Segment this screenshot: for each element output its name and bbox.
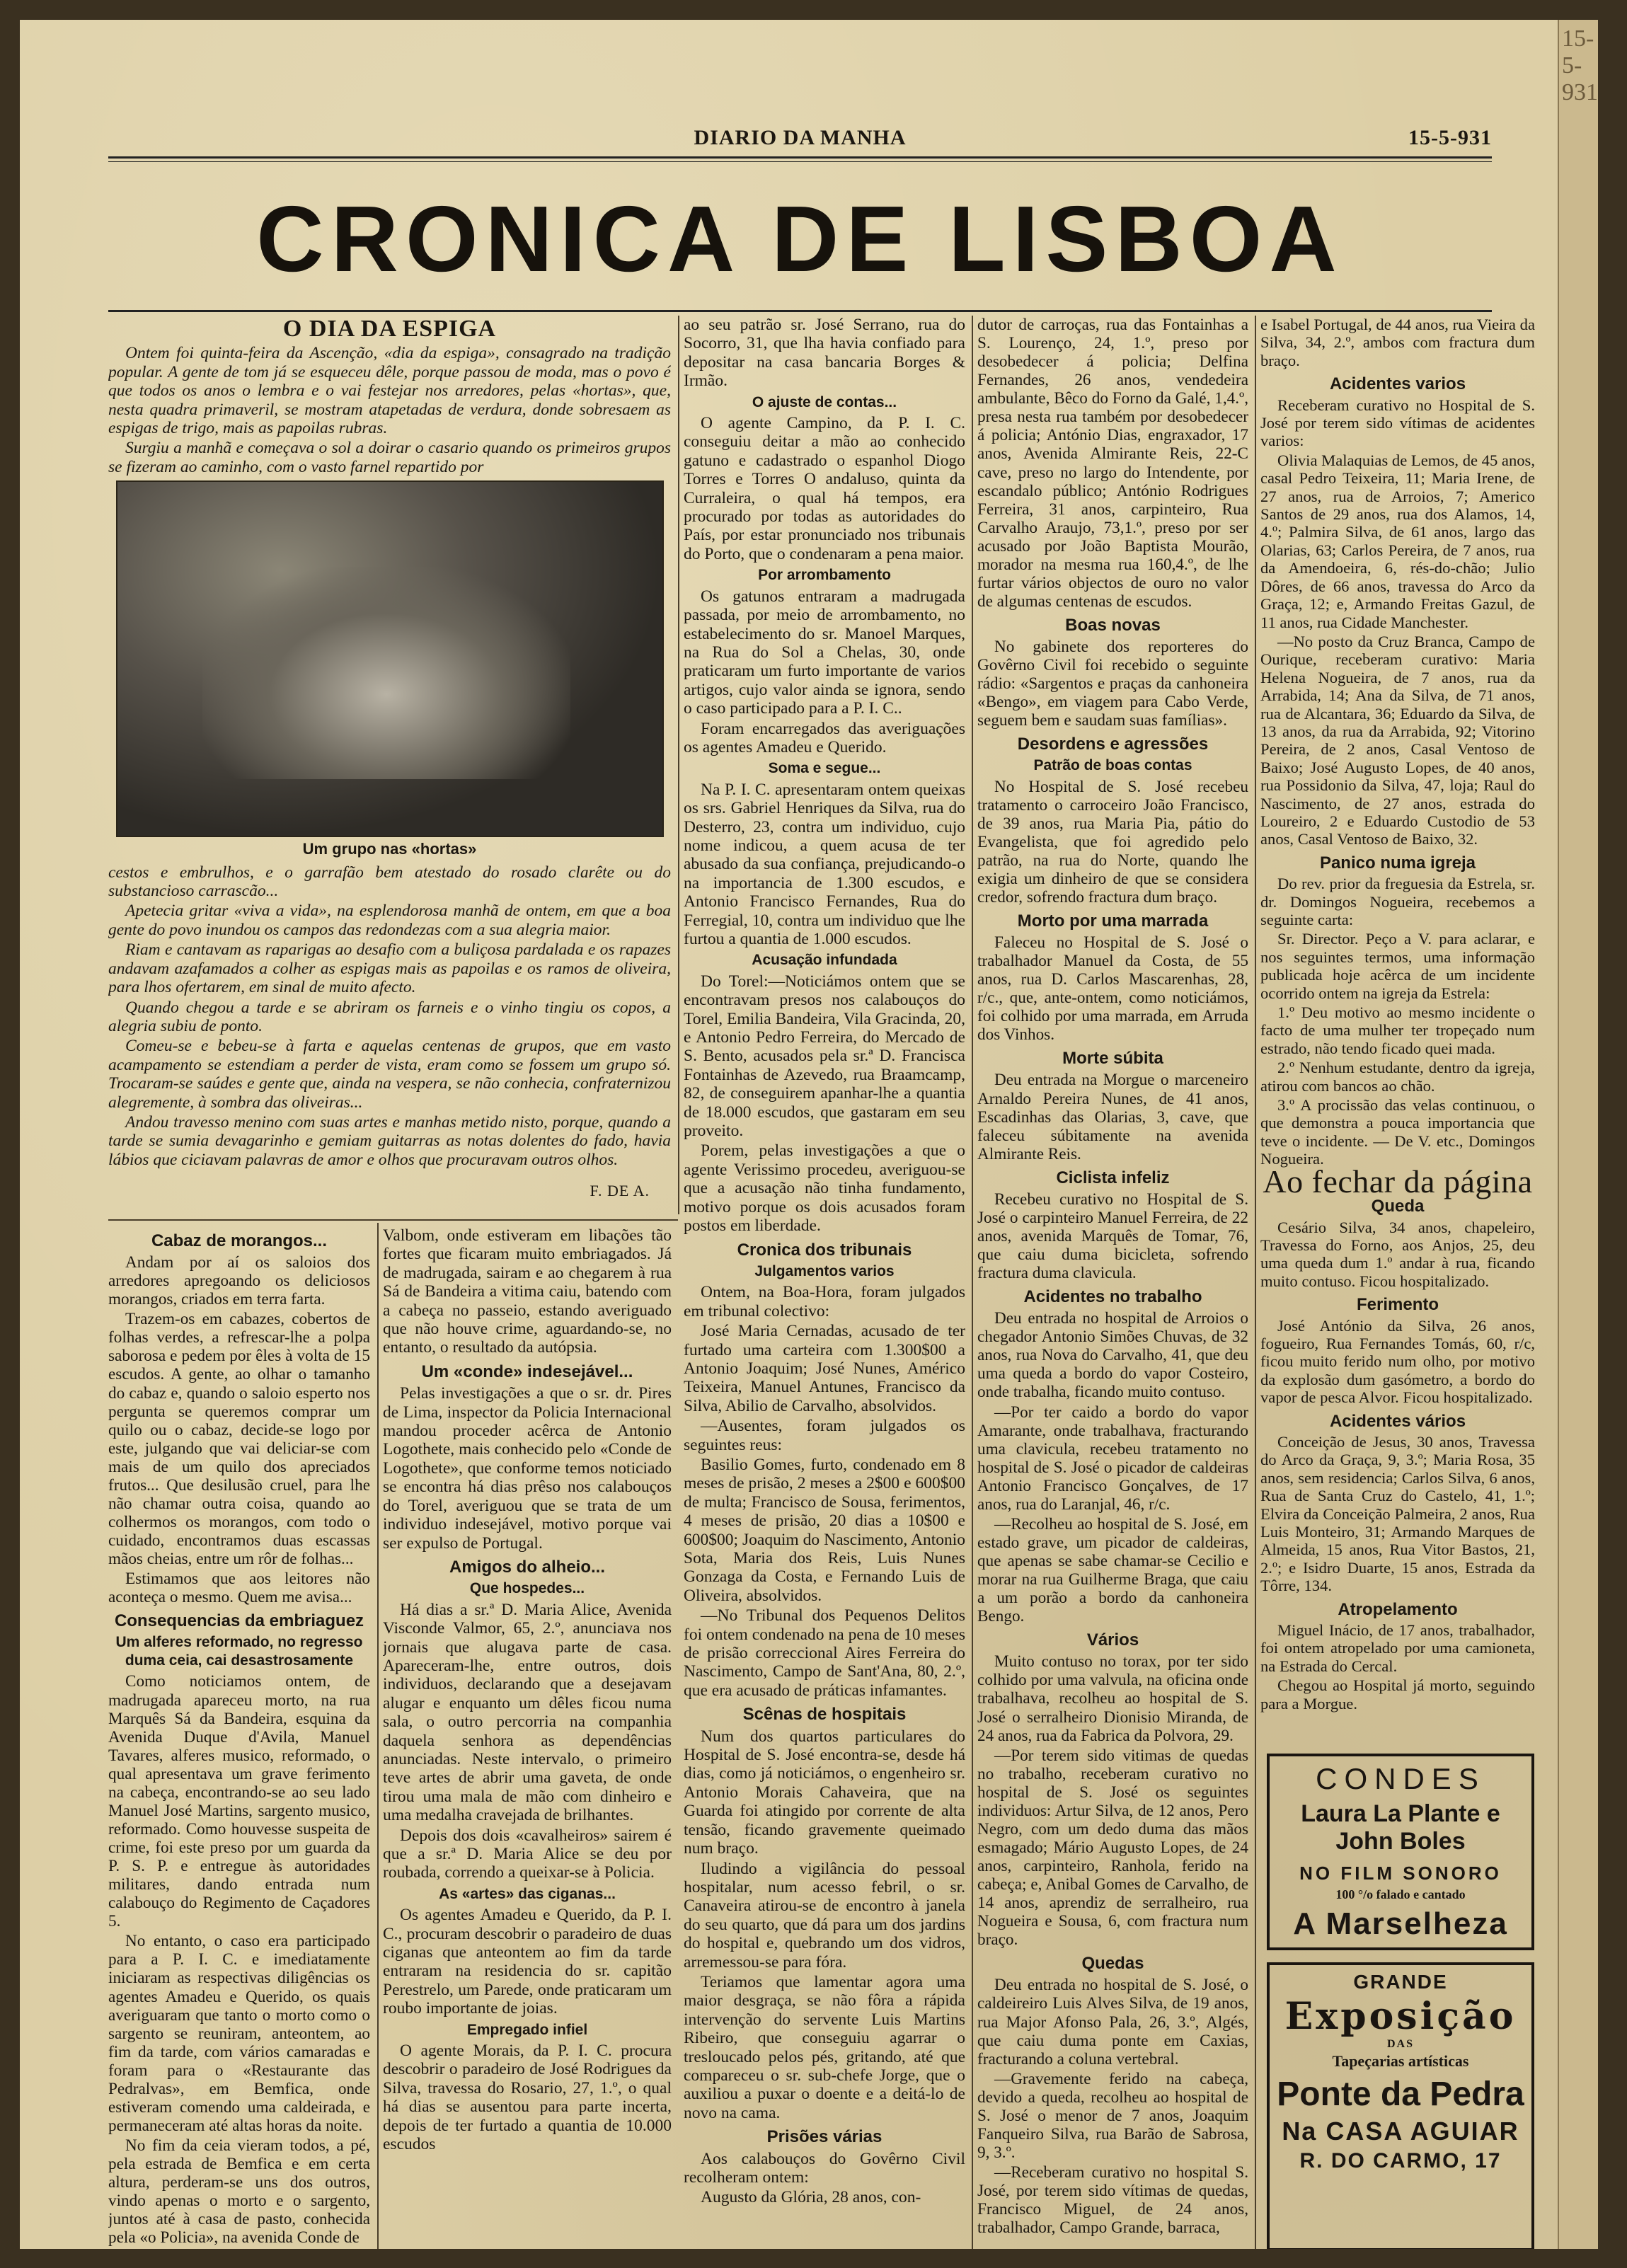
photo-figures <box>202 567 570 779</box>
paragraph: e Isabel Portugal, de 44 anos, rua Vieira da Silva, 34, 2.º, ambos com fractura dum braço. <box>1260 316 1535 369</box>
paragraph: No fim da ceia vieram todos, a pé, pela estrada de Bemfica e em certa altura, perderam-se uns dos outros, vindo apenas o morto e o sargento, juntos até à casa de pasto, conhecida pela «o Policia», na avenida Conde de <box>108 2136 370 2247</box>
paragraph: Comeu-se e bebeu-se à farta e aquelas centenas de grupos, que em vasto acampamento se estendiam a perder de vista, eram como se fossem um grupo só. Trocaram-se saúdes e gente que, ainda na vespera, se não conhecia, confraternizou alegremente, à sombra das oliveiras... <box>108 1037 671 1112</box>
column-divider <box>377 1223 379 2249</box>
paragraph: Miguel Inácio, de 17 anos, trabalhador, foi ontem atropelado por uma camioneta, na Estrada do Cercal. <box>1260 1621 1535 1675</box>
headline-conde: Um «conde» indesejável... <box>421 1362 633 1381</box>
column-e <box>1260 316 1535 1738</box>
column-d <box>977 316 1248 2249</box>
paragraph: Deu entrada no hospital de Arroios o chegador Antonio Simões Chuvas, de 32 anos, rua Nova do Carvalho, 41, que deu uma queda a bordo do vapor Costeiro, onde trabalha, ficando muito contuso. <box>977 1309 1248 1402</box>
paragraph: Quando chegou a tarde e se abriram os farneis e o vinho tingiu os copos, a alegria subiu de ponto. <box>108 998 671 1035</box>
headline-hospitais: Scênas de hospitais <box>742 1705 907 1725</box>
subheadline: Empregado infiel <box>466 2021 588 2038</box>
paragraph: José António da Silva, 26 anos, fogueiro, Rua Fernandes Tomás, 60, r/c, ficou muito ferido num olho, por motivo da explosão dum gasómetro, a bordo do vapor de pesca Alvor. Ficou hospitalizado. <box>1260 1316 1535 1407</box>
subheadline: O ajuste de contas... <box>752 393 897 410</box>
ad-line: R. DO CARMO, 17 <box>1299 2149 1502 2172</box>
headline-morte-subita: Morte súbita <box>1062 1049 1163 1069</box>
section-heading-fechar: Ao fechar da página <box>1263 1163 1533 1199</box>
paragraph: Muito contuso no torax, por ter sido colhido por uma valvula, na oficina onde trabalhava, recolheu ao hospital de S. José o serralheiro Dionisio Miranda, de 24 anos, rua da Fabrica da Polvora, 29. <box>977 1652 1248 1745</box>
paragraph: José Maria Cernadas, acusado de ter furtado uma carteira com 1.300$00 a Antonio Joaquim; José Nunes, Américo Teixeira, Manuel Antunes, Francisco da Silva, Abilio de Carvalho, absolvidos. <box>684 1322 965 1415</box>
paragraph: Olivia Malaquias de Lemos, de 45 anos, casal Pedro Teixeira, 11; Maria Irene, de 27 anos, rua de Arroios, 7; Americo Santos de 29 anos, rua dos Alamos, 14, 4.º; Palmira Silva, de 61 anos, largo das Olarias, 63; Carlos Pereira, de 7 anos, rua da Amendoeira, 6, rés-do-chão; Julio Dôres, de 66 anos, travessa do Arco da Graça, 12; e, Armando Freitas Gazul, de 11 anos, rua Cidade Manchester. <box>1260 451 1535 631</box>
subheadline: Soma e segue... <box>768 760 881 777</box>
headline-tribunais: Cronica dos tribunais <box>737 1240 912 1260</box>
edge-date: 15-5-931 <box>1562 25 1598 105</box>
headline-prisoes: Prisões várias <box>766 2127 883 2147</box>
paragraph: Cesário Silva, 34 anos, chapeleiro, Travessa do Forno, aos Anjos, 25, deu uma queda dum 1.º andar à rua, ficando muito contuso. Ficou hospitalizado. <box>1260 1218 1535 1290</box>
ad-line: Na CASA AGUIAR <box>1282 2117 1519 2146</box>
headline-quedas: Quedas <box>1081 1954 1144 1974</box>
paragraph: Como noticiamos ontem, de madrugada apareceu morto, na rua Marquês Sá da Bandeira, esquina da Avenida Duque d'Avila, Manuel Tavares, alferes musico, reformado, o qual apresentava um grave ferimento na cabeça, encontrando-se ao seu lado Manuel José Martins, sargento musico, reformado. Como houvesse suspeita de crime, foi este preso por um guarda da P. S. P. e entregue às autoridades militares, dando entrada num calabouço do Regimento de Caçadores 5. <box>108 1672 370 1931</box>
paragraph: Do Torel:—Noticiámos ontem que se encontravam presos nos calabouços do Torel, Emilia Bandeira, Vila Gracinda, 20, e Antonio Pedro Ferreira, do Mercado de S. Bento, acusados pela sr.ª D. Francisca Fontainhas de Azevedo, rua Braamcamp, 82, de conseguirem apanhar-lhe a quantia de 18.000 escudos, que gastaram em seu proveito. <box>684 972 965 1141</box>
paragraph: Pelas investigações a que o sr. dr. Pires de Lima, inspector da Policia Internacional mandou proceder acêrca de Antonio Logothete, mais conhecido pelo «Conde de Logothete», que conforme temos noticiado se encontra há dias prêso nos calabouços do Torel, averiguou que se trata de um individuo indesejável, motivo porque vai ser expulso de Portugal. <box>383 1384 672 1553</box>
paragraph: —Gravemente ferido na cabeça, devido a queda, recolheu ao hospital de S. José o menor de 7 anos, Joaquim Fanqueiro Silva, rua Barão de Sabrosa, 9, 3.º. <box>977 2069 1248 2162</box>
paragraph: Estimamos que aos leitores não aconteça o mesmo. Quem me avisa... <box>108 1570 370 1607</box>
column-divider <box>1255 316 1256 2249</box>
title-rule <box>108 310 1492 312</box>
subheadline: Acusação infundada <box>752 952 897 969</box>
paragraph: Na P. I. C. apresentaram ontem queixas os srs. Gabriel Henriques da Silva, rua do Desterro, 23, contra um individuo, cujo nome indicou, a quem acusa de ter abusado da sua confiança, prejudicando-o na importancia de 1.300 escudos, e Antonio Francisco Fernandes, Rua do Ferregial, 10, contra um individuo que lhe furtou a quantia de 1.000 escudos. <box>684 780 965 948</box>
headline-acidentes-varios-2: Acidentes vários <box>1329 1411 1466 1431</box>
column-divider <box>972 316 973 2249</box>
article-title: O DIA DA ESPIGA <box>282 316 497 342</box>
headline-varios: Vários <box>1086 1630 1139 1650</box>
paragraph: Porem, pelas investigações a que o agente Verissimo procedeu, averiguou-se que a acusação não tinha fundamento, motivo porque os dois acusados foram postos em liberdade. <box>684 1141 965 1236</box>
paragraph: —Por ter caido a bordo do vapor Amarante, onde trabalhava, fracturando uma clavicula, recebeu tratamento no hospital de S. José o picador de caldeiras Antonio Francisco Gonçalves, de 17 anos, rua do Laranjal, 46, r/c. <box>977 1403 1248 1514</box>
paragraph: Do rev. prior da freguesia da Estrela, sr. dr. Domingos Nogueira, recebemos a seguinte carta: <box>1260 875 1535 928</box>
subheadline: Um alferes reformado, no regresso duma ceia, cai desastrosamente <box>115 1634 363 1669</box>
paragraph: dutor de carroças, rua das Fontainhas a S. Lourenço, 24, 1.º, preso por desobedecer á policia; Delfina Fernandes, 26 anos, vendedeira ambulante, Bêco do Forno da Galé, 1,4.º, presa nesta rua também por desobedecer á policia; António Dias, engraxador, 17 anos, Avenida Almirante Reis, 22-C cave, preso no largo do Intendente, por escandalo público; António Rodrigues Ferreira, 31 anos, carpinteiro, Rua Carvalho Araujo, 73,1.º, preso por ser acusado por João Baptista Mourão, morador na mesma rua 160,4.º, de lhe furtar vários objectos de ouro no valor de algumas centenas de escudos. <box>977 316 1248 611</box>
paragraph: No entanto, o caso era participado para a P. I. C. e imediatamente iniciaram as respectivas diligências os agentes Amadeu e Querido, os quais averiguaram que tanto o morto como o sargento se reuniram, anteontem, ao fim da tarde, com vários camaradas e foram para o «Restaurante das Pedralvas», em Bemfica, onde estiveram comendo uma caldeirada, e permaneceram até altas horas da noite. <box>108 1932 370 2135</box>
paragraph: —Ausentes, foram julgados os seguintes reus: <box>684 1417 965 1454</box>
column-b <box>383 1226 672 2249</box>
paragraph: 3.º A procissão das velas continuou, o que demonstra a pouca importancia que teve o incidente. — De V. etc., Domingos Nogueira. <box>1260 1096 1535 1168</box>
paragraph: Andam por aí os saloios dos arredores apregoando os deliciosos morangos, criados em terra farta. <box>108 1253 370 1309</box>
paragraph: Conceição de Jesus, 30 anos, Travessa do Arco da Graça, 9, 3.º; Maria Rosa, 35 anos, sem residencia; Carlos Silva, 6 anos, Rua de Santa Cruz do Castelo, 41, 1.º; Elvira da Conceição Palmeira, 2 anos, Rua Luis Monteiro, 31; Armando Marques de Almeida, 15 anos, Rua Vitor Bastos, 21, 2.º; e Isidro Duarte, 15 anos, Estrada da Tôrre, 134. <box>1260 1432 1535 1595</box>
paragraph: —Por terem sido vitimas de quedas no trabalho, receberam curativo no hospital de S. José os seguintes individuos: Artur Silva, de 12 anos, Pero Negro, com um dedo duma das mãos esmagado; Mário Augusto Lopes, de 24 anos, carpinteiro, Ranhola, ferido na cabeça; e, Anibal Gomes de Carvalho, de 14 anos, aprendiz de serralheiro, rua Nogueira e Sousa, 6, com fractura num braço. <box>977 1746 1248 1950</box>
paragraph: cestos e embrulhos, e o garrafão bem atestado do rosado clarête ou do substancioso carrascão... <box>108 863 671 901</box>
paragraph: Os agentes Amadeu e Querido, da P. I. C., procuram descobrir o paradeiro de duas ciganas que anteontem ao fim da tarde entraram na residencia do sr. capitão Perestrelo, um Parede, onde praticaram um roubo importante de joias. <box>383 1906 672 2018</box>
issue-date: 15-5-931 <box>1408 126 1492 149</box>
article-dia-da-espiga <box>108 316 671 1214</box>
paragraph: Surgiu a manhã e começava o sol a doirar o casario quando os primeiros grupos se fizeram ao caminho, com o vasto farnel repartido por <box>108 439 671 476</box>
headline-embriaguez: Consequencias da embriaguez <box>114 1611 364 1631</box>
film-stars: Laura La Plante e John Boles <box>1301 1800 1500 1855</box>
paragraph: 2.º Nenhum estudante, dentro da igreja, atirou com bancos ao chão. <box>1260 1059 1535 1095</box>
paragraph: Teriamos que lamentar agora uma maior desgraça, se não fôra a rápida intervenção do servente Luis Martins Ribeiro, que conseguiu agarrar o tresloucado pelos pés, gritando, até que compareceu o sr. sub-chefe Jorge, que o auxiliou a puxar o doente e a deitá-lo de novo na cama. <box>684 1972 965 2122</box>
paragraph: Num dos quartos particulares do Hospital de S. José encontra-se, desde há dias, como já noticiámos, o engenheiro sr. Antonio Morais Cahaveira, que na Guarda foi atingido por corrente de alta tensão, ficando gravemente queimado num braço. <box>684 1727 965 1858</box>
paragraph: Valbom, onde estiveram em libações tão fortes que ficaram muito embriagados. Já de madrugada, sairam e ao chegarem à rua Sá de Bandeira a vitima caiu, batendo com a cabeça no passeio, estando averiguado que não houve crime, aguardando-se, no entanto, o resultado da autópsia. <box>383 1226 672 1357</box>
paragraph: 1.º Deu motivo ao mesmo incidente o facto de uma mulher ter tropeçado num estrado, não tendo ficado quei mada. <box>1260 1003 1535 1057</box>
headline-morangos: Cabaz de morangos... <box>151 1231 328 1250</box>
headline-queda: Queda <box>1371 1197 1425 1216</box>
paragraph: Foram encarregados das averiguações os agentes Amadeu e Querido. <box>684 719 965 756</box>
paragraph: Sr. Director. Peço a V. para aclarar, e nos seguintes termos, uma informação publicada hoje acêrca de um incidente ocorrido ontem na igreja da Estrela: <box>1260 930 1535 1002</box>
paragraph: —No Tribunal dos Pequenos Delitos foi ontem condenado na pena de 10 meses de prisão correccional Aires Ferreira do Nascimento, Campo de Sant'Ana, 80, 2.º, que era acusado de práticas infamantes. <box>684 1606 965 1700</box>
subheadline: As «artes» das ciganas... <box>439 1885 616 1902</box>
paragraph: Receberam curativo no Hospital de S. José por terem sido vítimas de acidentes varios: <box>1260 396 1535 450</box>
column-divider <box>678 316 679 1214</box>
advert-exposicao <box>1267 1962 1534 2249</box>
paragraph: Basilio Gomes, furto, condenado em 8 meses de prisão, 2 meses a 2$00 e 600$00 de multa; Francisco de Sousa, ferimentos, 4 meses de prisão, 20 dias a 10$00 e 600$00; Joaquim do Nascimento, Antonio Sota, Maria dos Reis, Luis Nunes Gonzaga da Costa, e Fernando Luis de Oliveira, absolvidos. <box>684 1455 965 1605</box>
ad-line: DAS <box>1386 2038 1414 2050</box>
headline-boas-novas: Boas novas <box>1065 616 1161 635</box>
paragraph: —No posto da Cruz Branca, Campo de Ourique, receberam curativo: Maria Helena Nogueira, de 7 anos, rua da Arrabida, 14; Ana da Silva, de 71 anos, rua de Alcantara, 36; Eduardo da Silva, de 13 anos, da rua da Arrabida, 92; Vitorino Pereira, de 2 anos, Casal Ventoso de Baixo; José Augusto Lopes, de 40 anos, rua Possidonio da Silva, 47, loja; Raul do Nascimento, de 27 anos, estrada do Loureiro, 2 e Eduardo Custodio de 53 anos, Casal Ventoso de Baixo, 32. <box>1260 632 1535 848</box>
paragraph: Iludindo a vigilância do pessoal hospitalar, num acesso febril, o sr. Canaveira atirou-se de encontro à janela do seu quarto, que dá para um dos jardins do hospital e, quebrando um dos vidros, arremessou-se para fóra. <box>684 1859 965 1971</box>
paragraph: Recebeu curativo no Hospital de S. José o carpinteiro Manuel Ferreira, de 22 anos, avenida Marquês de Tomar, 76, que caiu duma bicicleta, sofrendo fractura duma clavicula. <box>977 1190 1248 1283</box>
headline-atropelamento: Atropelamento <box>1338 1599 1458 1619</box>
paragraph: No gabinete dos reporteres do Govêrno Civil foi recebido o seguinte rádio: «Sargentos e praças da canhoneira «Bengo», em viagem para Cabo Verde, seguem bem e saudam suas famílias». <box>977 638 1248 730</box>
subheadline: Que hospedes... <box>469 1580 585 1597</box>
newspaper-page <box>20 20 1598 2249</box>
paragraph: Há dias a sr.ª D. Maria Alice, Avenida Visconde Valmor, 65, 2.º, anunciava nos jornais que alugava parte de casa. Apareceram-lhe, entre outros, dois individuos, declarando que a desejavam alugar e enquanto um dêles ficou numa sala, o outro percorria na companhia daquela senhora as dependências anunciadas. Neste intervalo, o primeiro teve artes de abrir uma gaveta, de onde tirou uma mala de mão com dinheiro e uma medalha cravejada de brilhantes. <box>383 1600 672 1825</box>
headline-ciclista: Ciclista infeliz <box>1056 1168 1170 1187</box>
paragraph: Faleceu no Hospital de S. José o trabalhador Manuel da Costa, de 55 anos, rua D. Carlos Mascarenhas, 28, r/c., que, ante-ontem, como noticiámos, foi colhido por uma marrada, em Arruda dos Vinhos. <box>977 933 1248 1044</box>
section-title: CRONICA DE LISBOA <box>256 187 1344 291</box>
ad-line: GRANDE <box>1353 1971 1448 1993</box>
film-title: A Marselheza <box>1293 1906 1508 1941</box>
paragraph: Riam e cantavam as raparigas ao desafio com a buliçosa pardalada e os rapazes andavam azafamados a colher as espigas mais as papoilas e os ramos de oliveira, para lhos ofertarem, em sinal de muito afecto. <box>108 940 671 997</box>
paragraph: Ontem foi quinta-feira da Ascenção, «dia da espiga», consagrado na tradição popular. A gente de tom já se esqueceu dêle, porque passou de moda, mas o povo é que todos os anos o lembra e o vai festejar nos arredores, pelas «hortas», que, nesta quadra primaveril, se mostram atapetadas de verdura, donde sobresaem as espigas de trigo, mais as papoilas rubras. <box>108 344 671 438</box>
paragraph: —Receberam curativo no hospital S. José, por terem sido vítimas de quedas, Francisco Miguel, de 24 anos, trabalhador, Campo Grande, barraca, <box>977 2163 1248 2238</box>
headline-acidentes-varios: Acidentes varios <box>1329 374 1466 394</box>
ad-line: Tapeçarias artísticas <box>1332 2052 1469 2070</box>
paragraph: Andou travesso menino com suas artes e manhas metido nisto, porque, quando a tarde se sumia devagarinho e gemiam guitarras as notas dolentes do fado, havia lábios que ciciavam palavras de amor e olhos que procuravam outros olhos. <box>108 1112 671 1169</box>
paragraph: Augusto da Glória, 28 anos, con- <box>701 2188 921 2207</box>
newspaper-name: DIARIO DA MANHA <box>694 126 907 149</box>
subheadline: Patrão de boas contas <box>1033 757 1192 774</box>
subheadline: Julgamentos varios <box>754 1262 895 1279</box>
paragraph: Trazem-os em cabazes, cobertos de folhas verdes, a refrescar-lhe a polpa saborosa e pedem por êles à volta de 15 escudos. A gente, ao olhar o tamanho do cabaz e, quando o saloio esperto nos pergunta se queremos comprar um quilo ou o cabaz, decide-se logo por este, julgando que vai deliciar-se com mais de um quilo dos apreciados frutos... Que desilusão cruel, para lhe não chamar outra coisa, quando ao colhermos os morangos, com todo o cuidado, encontramos duas escassas mãos cheias, entre um rôr de folhas... <box>108 1310 370 1569</box>
film-format: NO FILM SONORO <box>1299 1863 1502 1884</box>
paragraph: Chegou ao Hospital já morto, seguindo para a Morgue. <box>1260 1676 1535 1712</box>
paragraph: Os gatunos entraram a madrugada passada, por meio de arrombamento, no estabelecimento do sr. Manoel Marques, na Rua do Sol a Chelas, 30, onde praticaram um furto importante de varios artigos, cujo valor ainda se ignora, sendo o caso participado para a P. I. C.. <box>684 587 965 718</box>
subheadline: Por arrombamento <box>758 567 891 584</box>
page-header <box>108 126 1492 147</box>
paragraph: No Hospital de S. José recebeu tratamento o carroceiro João Francisco, de 39 anos, rua Maria Pia, pátio do Evangelista, que foi agredido pelo patrão, na rua do Norte, quando lhe exigia um dinheiro de que se considera credor, sofrendo fractura dum braço. <box>977 777 1248 906</box>
article-divider <box>108 1219 678 1221</box>
column-a <box>108 1226 370 2249</box>
paragraph: —Recolheu ao hospital de S. José, em estado grave, um picador de caldeiras, que apenas se sabe chamar-se Cecilio e morar na rua Guilherme Braga, que caiu a um porão a bordo da canhoneira Bengo. <box>977 1514 1248 1626</box>
paragraph: O agente Campino, da P. I. C. conseguiu deitar a mão ao conhecido gatuno e cadastrado o espanhol Diogo Torres e Torres O andaluso, quinta da Curraleira, o qual há tempos, era procurado por todas as autoridades do País, por estar pronunciado nos tribunais do Porto, que o condenaram a pena maior. <box>684 414 965 563</box>
header-rule <box>108 156 1492 159</box>
adjacent-page-edge <box>1558 20 1598 2249</box>
header-rule-thin <box>108 161 1492 162</box>
paragraph: Depois dos dois «cavalheiros» sairem é que a sr.ª D. Maria Alice se deu por roubada, correndo a queixar-se à Policia. <box>383 1826 672 1882</box>
paragraph: Ontem, na Boa-Hora, foram julgados em tribunal colectivo: <box>684 1283 965 1320</box>
headline-desordens: Desordens e agressões <box>1017 735 1209 754</box>
paragraph: O agente Morais, da P. I. C. procura descobrir o paradeiro de José Rodrigues da Silva, travessa do Rosario, 27, 1.º, o qual há dias se ausentou para parte incerta, depois de ter furtado a quantia de 10.000 escudos <box>383 2042 672 2154</box>
ad-line: Ponte da Pedra <box>1277 2076 1524 2113</box>
headline-marrada: Morto por uma marrada <box>1017 911 1209 931</box>
headline-panico: Panico numa igreja <box>1319 853 1476 873</box>
author-signature: F. DE A. <box>590 1182 650 1200</box>
paragraph: Apetecia gritar «viva a vida», na esplendorosa manhã de ontem, em que a boa gente do povo inundou os campos das redondezas com a sua alegria maior. <box>108 902 671 939</box>
paragraph: Deu entrada no hospital de S. José, o caldeireiro Luis Alves Silva, de 19 anos, rua Major Afonso Pala, 26, 3.º, Algés, que caiu duma ponte em Caxias, fracturando a coluna vertebral. <box>977 1976 1248 2068</box>
advert-condes <box>1267 1754 1534 1950</box>
headline-ferimento: Ferimento <box>1356 1295 1439 1315</box>
paragraph: ao seu patrão sr. José Serrano, rua do Socorro, 31, que lha havia confiado para depositar na casa bancaria Borges & Irmão. <box>684 316 965 391</box>
film-note: 100 °/o falado e cantado <box>1335 1887 1466 1901</box>
paragraph: Aos calabouços do Govêrno Civil recolheram ontem: <box>684 2149 965 2187</box>
paragraph: Deu entrada na Morgue o marceneiro Arnaldo Pereira Nunes, de 41 anos, Escadinhas das Olarias, 3, cave, que faleceu súbitamente na avenida Almirante Reis. <box>977 1071 1248 1163</box>
headline-amigos: Amigos do alheio... <box>449 1557 606 1577</box>
headline-acidentes-trabalho: Acidentes no trabalho <box>1023 1287 1202 1307</box>
photo-caption: Um grupo nas «hortas» <box>302 840 477 858</box>
cinema-name: CONDES <box>1316 1762 1485 1795</box>
group-photo <box>116 480 664 837</box>
column-c <box>684 316 965 2249</box>
ad-line: Exposição <box>1284 1995 1517 2038</box>
